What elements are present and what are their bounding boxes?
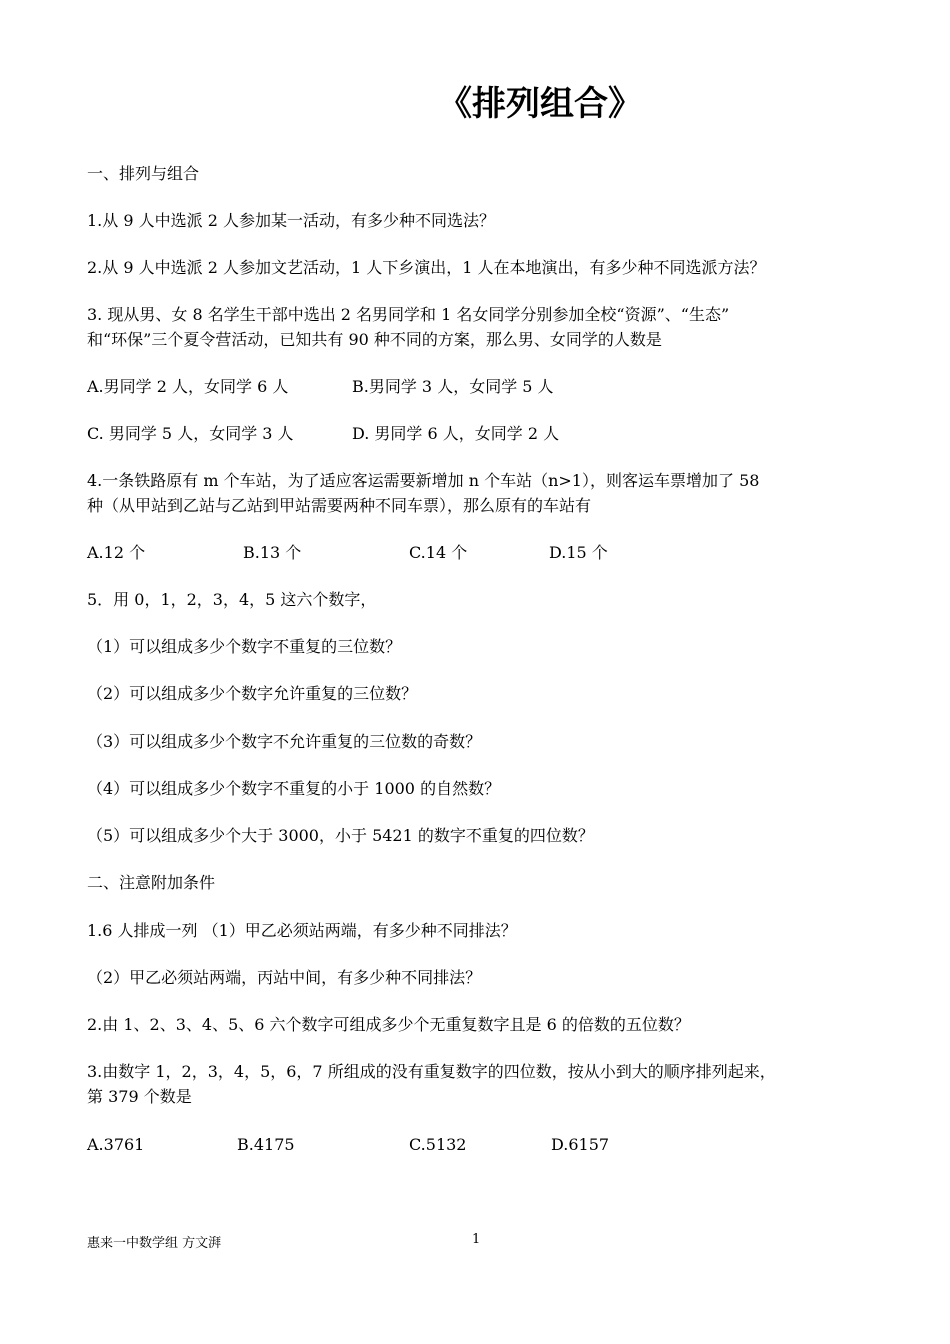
question-1-1: 1.从 9 人中选派 2 人参加某一活动，有多少种不同选法？ xyxy=(87,211,495,230)
footer-page-number: 1 xyxy=(472,1232,481,1247)
option-1-3-d: D. 男同学 6 人，女同学 2 人 xyxy=(352,424,560,443)
footer-author: 惠来一中数学组 方文湃 xyxy=(87,1236,222,1251)
option-1-4-d: D.15 个 xyxy=(549,543,608,562)
question-1-5-sub-3: （3）可以组成多少个数字不允许重复的三位数的奇数？ xyxy=(87,732,482,751)
page-title: 《排列组合》 xyxy=(438,84,642,124)
question-2-2: 2.由 1、2、3、4、5、6 六个数字可组成多少个无重复数字且是 6 的倍数的五位数？ xyxy=(87,1015,690,1034)
question-2-1-line2: （2）甲乙必须站两端，丙站中间，有多少种不同排法？ xyxy=(87,968,482,987)
question-2-1-line1: 1.6 人排成一列 （1）甲乙必须站两端，有多少种不同排法？ xyxy=(87,921,517,940)
question-1-5: 5．用 0，1，2，3，4，5 这六个数字， xyxy=(87,590,377,609)
question-1-3-line1: 3. 现从男、女 8 名学生干部中选出 2 名男同学和 1 名女同学分别参加全校“资源”、“生态” xyxy=(87,305,730,324)
question-1-5-sub-4: （4）可以组成多少个数字不重复的小于 1000 的自然数？ xyxy=(87,779,501,798)
option-1-4-a: A.12 个 xyxy=(87,543,146,562)
option-1-3-b: B.男同学 3 人，女同学 5 人 xyxy=(352,377,554,396)
option-2-3-a: A.3761 xyxy=(87,1135,145,1154)
question-1-2: 2.从 9 人中选派 2 人参加文艺活动，1 人下乡演出，1 人在本地演出，有多少种不同选派方法？ xyxy=(87,258,766,277)
option-1-4-b: B.13 个 xyxy=(243,543,302,562)
question-2-3-line1: 3.由数字 1，2，3，4，5，6，7 所组成的没有重复数字的四位数，按从小到大的顺序排列起来， xyxy=(87,1062,776,1081)
question-1-3-line2: 和“环保”三个夏令营活动，已知共有 90 种不同的方案，那么男、女同学的人数是 xyxy=(87,330,662,349)
question-1-4-line1: 4.一条铁路原有 m 个车站，为了适应客运需要新增加 n 个车站（n>1），则客运车票增加了 58 xyxy=(87,471,760,490)
option-2-3-b: B.4175 xyxy=(237,1135,295,1154)
question-1-4-line2: 种（从甲站到乙站与乙站到甲站需要两种不同车票），那么原有的车站有 xyxy=(87,496,592,515)
option-2-3-c: C.5132 xyxy=(409,1135,467,1154)
section-heading-1: 一、排列与组合 xyxy=(87,164,200,183)
option-1-3-a: A.男同学 2 人，女同学 6 人 xyxy=(87,377,289,396)
question-1-5-sub-2: （2）可以组成多少个数字允许重复的三位数？ xyxy=(87,684,418,703)
question-2-3-line2: 第 379 个数是 xyxy=(87,1087,192,1106)
option-1-4-c: C.14 个 xyxy=(409,543,468,562)
question-1-5-sub-1: （1）可以组成多少个数字不重复的三位数？ xyxy=(87,637,402,656)
option-1-3-c: C. 男同学 5 人，女同学 3 人 xyxy=(87,424,294,443)
question-1-5-sub-5: （5）可以组成多少个大于 3000，小于 5421 的数字不重复的四位数？ xyxy=(87,826,594,845)
option-2-3-d: D.6157 xyxy=(551,1135,610,1154)
section-heading-2: 二、注意附加条件 xyxy=(87,873,216,892)
